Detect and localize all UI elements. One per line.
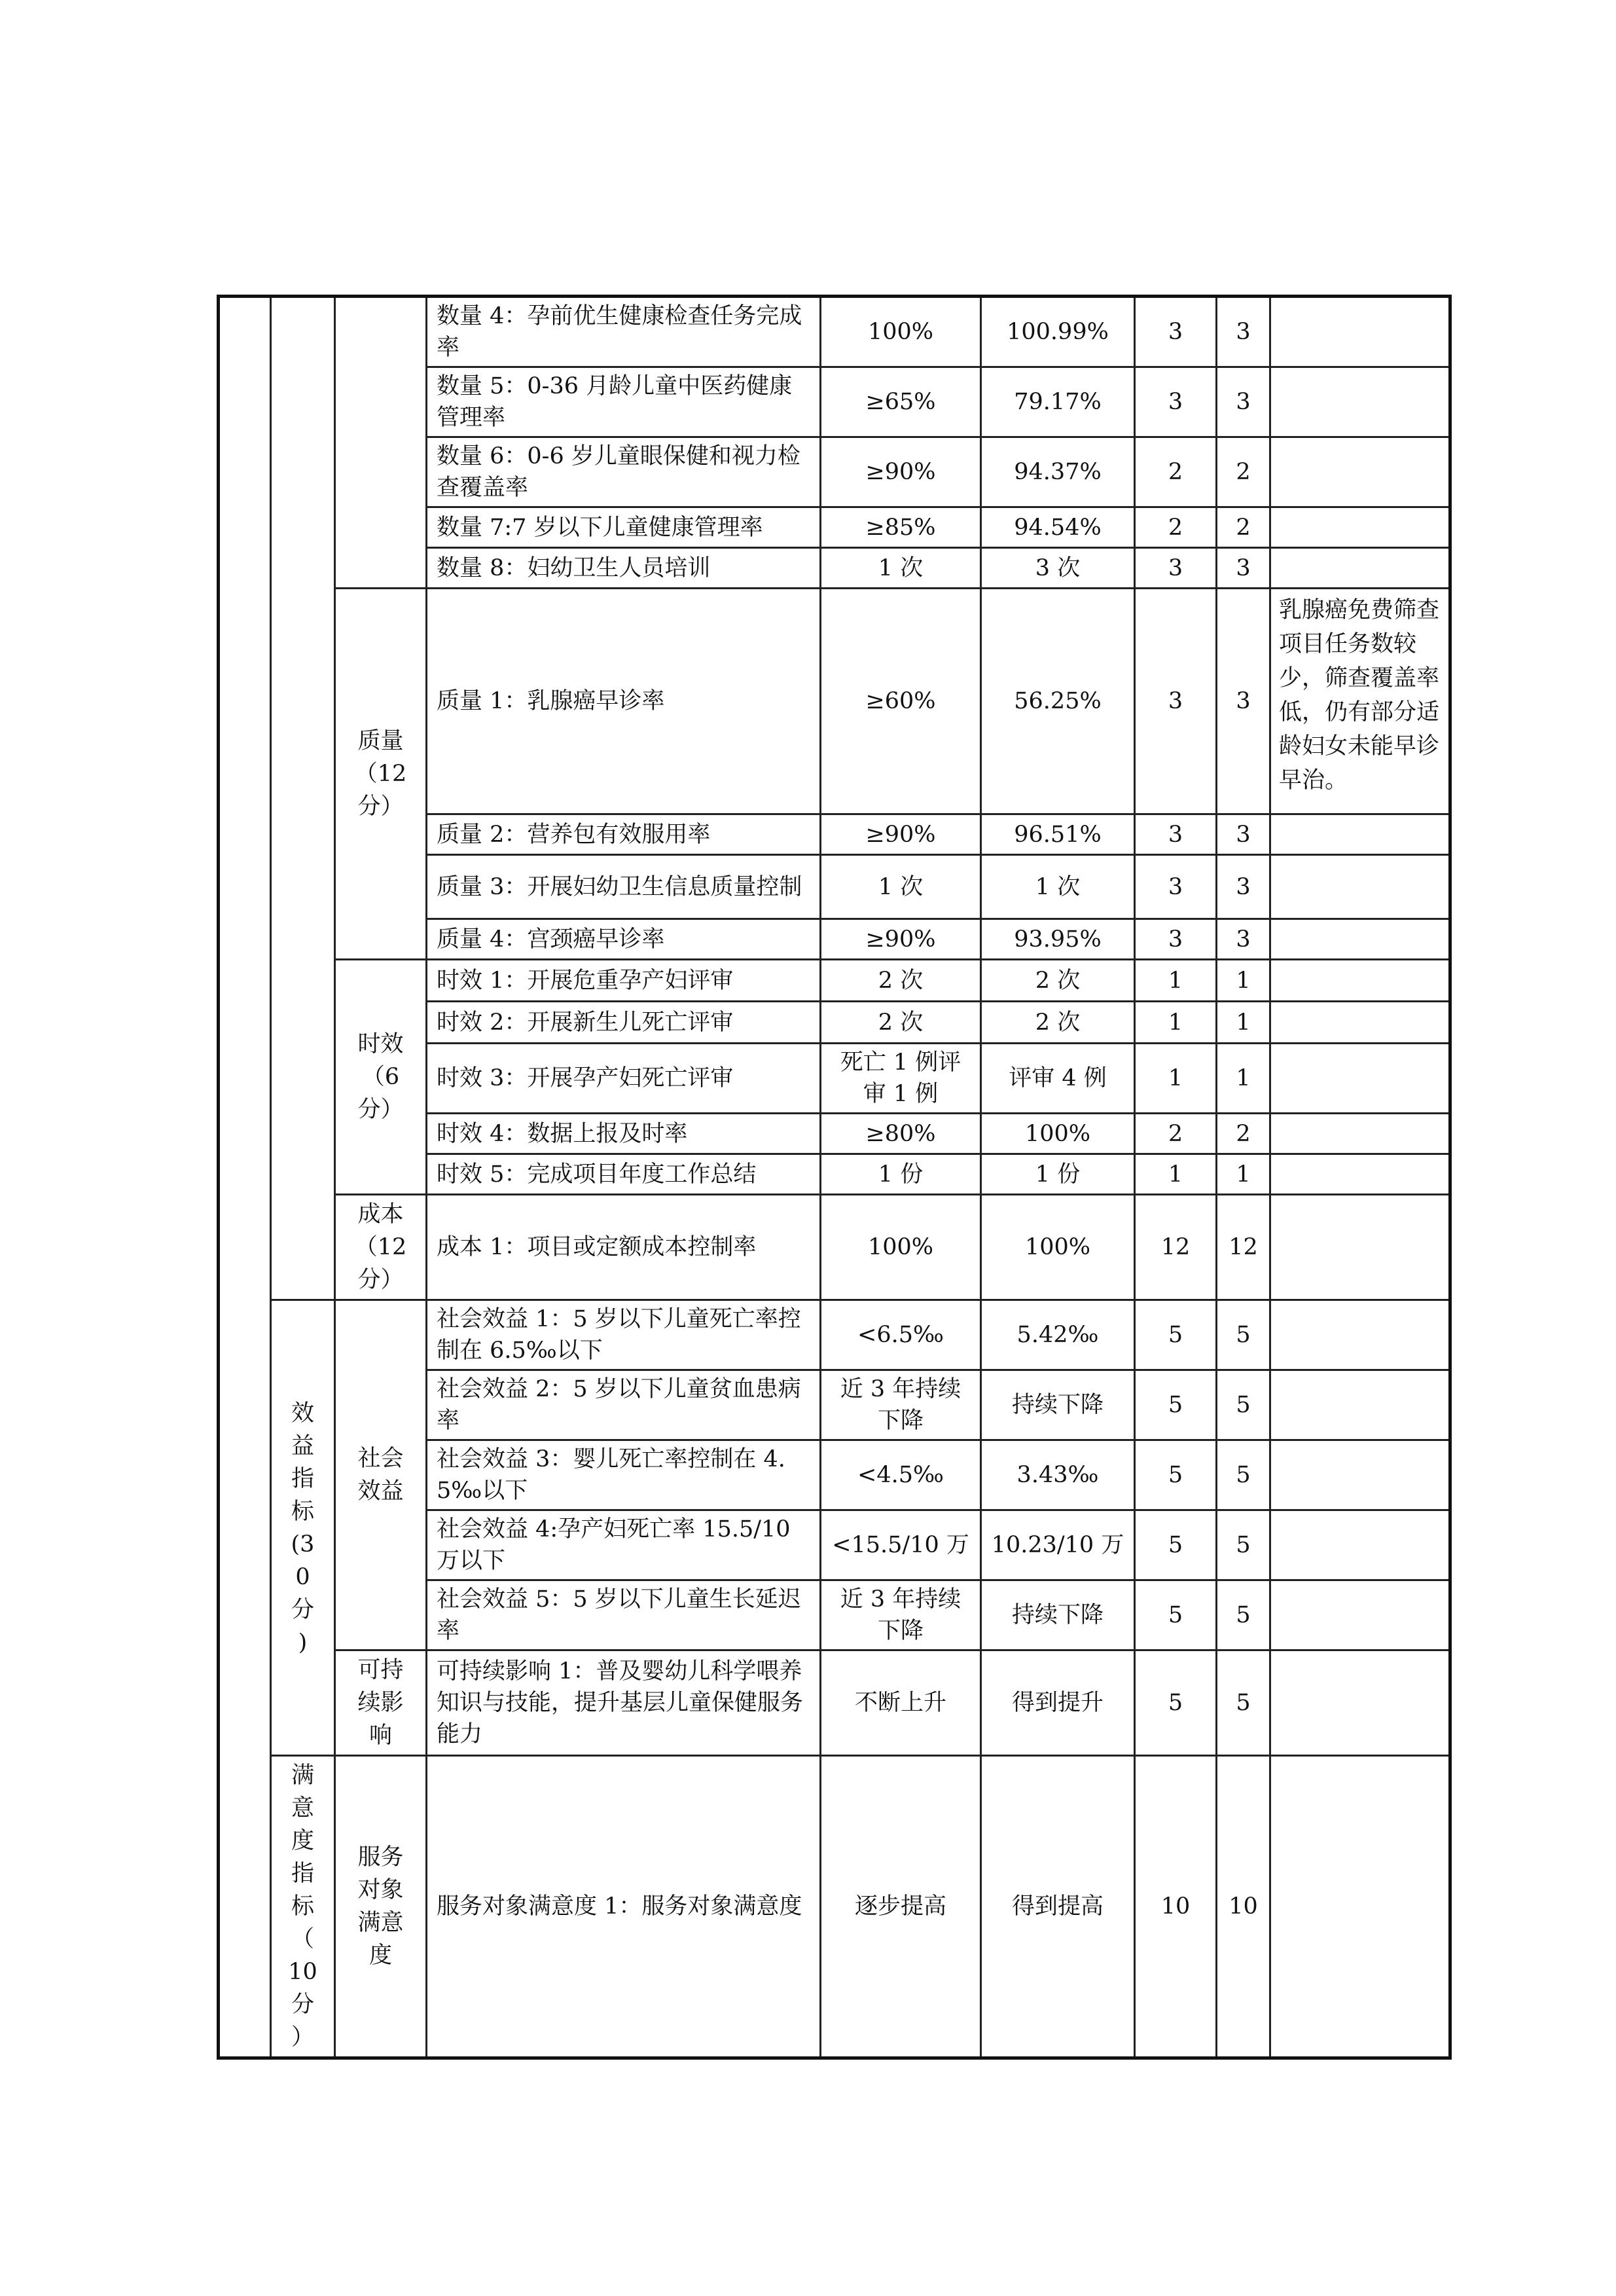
- actual-cell: 得到提升: [981, 1650, 1135, 1756]
- target-cell: ≥90%: [821, 814, 981, 855]
- actual-cell: 10.23/10 万: [981, 1510, 1135, 1580]
- actual-cell: 93.95%: [981, 919, 1135, 960]
- target-cell: 近 3 年持续下降: [821, 1370, 981, 1440]
- indicator-cell: 数量 7:7 岁以下儿童健康管理率: [427, 507, 821, 548]
- indicator-cell: 数量 4：孕前优生健康检查任务完成率: [427, 297, 821, 367]
- note-cell: [1270, 1195, 1450, 1300]
- actual-cell: 1 份: [981, 1154, 1135, 1195]
- score-cell: 5: [1217, 1650, 1270, 1756]
- indicator-cell: 社会效益 5：5 岁以下儿童生长延迟率: [427, 1580, 821, 1650]
- actual-cell: 2 次: [981, 960, 1135, 1002]
- timeliness-label-line: （6: [361, 1064, 400, 1090]
- note-cell: [1270, 1154, 1450, 1195]
- note-cell: [1270, 814, 1450, 855]
- satisfaction-label-char: 标: [291, 1893, 314, 1920]
- level2-social-cell: [335, 1300, 427, 1650]
- target-cell: ≥60%: [821, 589, 981, 814]
- score-cell: 5: [1217, 1580, 1270, 1650]
- score-cell: 2: [1217, 1114, 1270, 1154]
- target-cell: ≥85%: [821, 507, 981, 548]
- table-row: [219, 297, 1450, 367]
- indicator-cell: 数量 5：0-36 月龄儿童中医药健康管理率: [427, 367, 821, 437]
- indicator-cell: 数量 8：妇幼卫生人员培训: [427, 548, 821, 589]
- indicator-cell: 服务对象满意度 1：服务对象满意度: [427, 1756, 821, 2058]
- indicator-cell: 质量 3：开展妇幼卫生信息质量控制: [427, 855, 821, 919]
- table-row: [219, 1195, 1450, 1300]
- level2-quality-cell: [335, 589, 427, 960]
- service-label-line: 度: [368, 1942, 392, 1969]
- score-cell: 3: [1217, 855, 1270, 919]
- weight-cell: 1: [1135, 1002, 1217, 1044]
- actual-cell: 3.43‰: [981, 1440, 1135, 1510]
- weight-cell: 3: [1135, 814, 1217, 855]
- actual-cell: 得到提高: [981, 1756, 1135, 2058]
- note-cell: [1270, 1650, 1450, 1756]
- performance-table: [217, 295, 1452, 2060]
- target-cell: 2 次: [821, 960, 981, 1002]
- social-label-line: 社会: [357, 1446, 404, 1472]
- benefit-label-char: 标: [291, 1498, 314, 1525]
- note-cell: 乳腺癌免费筛查项目任务数较少，筛查覆盖率低，仍有部分适龄妇女未能早诊早治。: [1270, 589, 1450, 814]
- timeliness-label-line: 分）: [357, 1097, 404, 1123]
- score-cell: 2: [1217, 437, 1270, 507]
- weight-cell: 5: [1135, 1300, 1217, 1370]
- weight-cell: 5: [1135, 1510, 1217, 1580]
- weight-cell: 3: [1135, 589, 1217, 814]
- note-cell: [1270, 1440, 1450, 1510]
- satisfaction-label-char: 度: [291, 1828, 314, 1854]
- note-cell: [1270, 919, 1450, 960]
- note-cell: [1270, 367, 1450, 437]
- actual-cell: 评审 4 例: [981, 1044, 1135, 1114]
- target-cell: ≥90%: [821, 919, 981, 960]
- level1-benefit-cell: [271, 1300, 335, 1756]
- target-cell: 1 份: [821, 1154, 981, 1195]
- indicator-cell: 时效 3：开展孕产妇死亡评审: [427, 1044, 821, 1114]
- target-cell: ≥65%: [821, 367, 981, 437]
- satisfaction-label-char: 指: [291, 1861, 314, 1887]
- benefit-label-char: 0: [295, 1563, 310, 1590]
- table-row: [219, 589, 1450, 814]
- actual-cell: 持续下降: [981, 1580, 1135, 1650]
- benefit-label-char: ): [298, 1629, 308, 1656]
- target-cell: 不断上升: [821, 1650, 981, 1756]
- sustain-label-line: 可持: [357, 1657, 404, 1683]
- actual-cell: 100%: [981, 1114, 1135, 1154]
- weight-cell: 2: [1135, 1114, 1217, 1154]
- note-cell: [1270, 548, 1450, 589]
- score-cell: 3: [1217, 548, 1270, 589]
- score-cell: 2: [1217, 507, 1270, 548]
- timeliness-label-line: 时效: [357, 1031, 404, 1057]
- note-cell: [1270, 1114, 1450, 1154]
- weight-cell: 3: [1135, 548, 1217, 589]
- indicator-cell: 社会效益 3：婴儿死亡率控制在 4.5‰以下: [427, 1440, 821, 1510]
- table-row: [219, 960, 1450, 1002]
- score-cell: 1: [1217, 1044, 1270, 1114]
- weight-cell: 1: [1135, 960, 1217, 1002]
- actual-cell: 持续下降: [981, 1370, 1135, 1440]
- actual-cell: 94.37%: [981, 437, 1135, 507]
- note-cell: [1270, 1044, 1450, 1114]
- weight-cell: 3: [1135, 919, 1217, 960]
- note-cell: [1270, 437, 1450, 507]
- satisfaction-label-char: 满: [291, 1762, 314, 1789]
- note-cell: [1270, 1370, 1450, 1440]
- actual-cell: 96.51%: [981, 814, 1135, 855]
- target-cell: 1 次: [821, 855, 981, 919]
- quality-label-line: 分）: [357, 793, 404, 820]
- table-row: [219, 1756, 1450, 2058]
- indicator-cell: 质量 2：营养包有效服用率: [427, 814, 821, 855]
- score-cell: 1: [1217, 1154, 1270, 1195]
- note-cell: [1270, 960, 1450, 1002]
- cost-label-line: 成本: [357, 1201, 404, 1228]
- score-cell: 1: [1217, 1002, 1270, 1044]
- actual-cell: 100%: [981, 1195, 1135, 1300]
- service-label-line: 对象: [357, 1877, 404, 1903]
- cost-label-line: （12: [354, 1234, 407, 1260]
- weight-cell: 3: [1135, 855, 1217, 919]
- weight-cell: 3: [1135, 297, 1217, 367]
- service-label-line: 服务: [357, 1844, 404, 1870]
- social-label-line: 效益: [357, 1478, 404, 1504]
- benefit-label-char: 指: [291, 1465, 314, 1492]
- target-cell: 100%: [821, 297, 981, 367]
- level2-service-cell: [335, 1756, 427, 2058]
- note-cell: [1270, 1580, 1450, 1650]
- actual-cell: 1 次: [981, 855, 1135, 919]
- note-cell: [1270, 297, 1450, 367]
- target-cell: ≥90%: [821, 437, 981, 507]
- target-cell: 逐步提高: [821, 1756, 981, 2058]
- weight-cell: 10: [1135, 1756, 1217, 2058]
- score-cell: 10: [1217, 1756, 1270, 2058]
- target-cell: <4.5‰: [821, 1440, 981, 1510]
- weight-cell: 2: [1135, 507, 1217, 548]
- indicator-cell: 社会效益 4:孕产妇死亡率 15.5/10 万以下: [427, 1510, 821, 1580]
- note-cell: [1270, 1300, 1450, 1370]
- sustain-label-line: 续影: [357, 1690, 404, 1716]
- weight-cell: 5: [1135, 1370, 1217, 1440]
- weight-cell: 1: [1135, 1154, 1217, 1195]
- indicator-cell: 可持续影响 1：普及婴幼儿科学喂养知识与技能，提升基层儿童保健服务能力: [427, 1650, 821, 1756]
- service-label-line: 满意: [357, 1910, 404, 1936]
- target-cell: 100%: [821, 1195, 981, 1300]
- benefit-label-char: 效: [291, 1400, 314, 1427]
- score-cell: 5: [1217, 1510, 1270, 1580]
- target-cell: <15.5/10 万: [821, 1510, 981, 1580]
- actual-cell: 79.17%: [981, 367, 1135, 437]
- weight-cell: 3: [1135, 367, 1217, 437]
- score-cell: 12: [1217, 1195, 1270, 1300]
- actual-cell: 94.54%: [981, 507, 1135, 548]
- score-cell: 3: [1217, 814, 1270, 855]
- note-cell: [1270, 1756, 1450, 2058]
- table-row: [219, 1300, 1450, 1370]
- table-row: [219, 1650, 1450, 1756]
- note-cell: [1270, 507, 1450, 548]
- quality-label-line: 质量: [357, 728, 404, 754]
- satisfaction-label-char: （: [291, 1926, 314, 1952]
- weight-cell: 12: [1135, 1195, 1217, 1300]
- indicator-cell: 时效 2：开展新生儿死亡评审: [427, 1002, 821, 1044]
- score-cell: 5: [1217, 1370, 1270, 1440]
- weight-cell: 5: [1135, 1580, 1217, 1650]
- indicator-cell: 社会效益 2：5 岁以下儿童贫血患病率: [427, 1370, 821, 1440]
- actual-cell: 100.99%: [981, 297, 1135, 367]
- indicator-cell: 时效 4：数据上报及时率: [427, 1114, 821, 1154]
- target-cell: ≥80%: [821, 1114, 981, 1154]
- actual-cell: 2 次: [981, 1002, 1135, 1044]
- benefit-label-char: (3: [291, 1531, 315, 1558]
- level2-sustain-cell: [335, 1650, 427, 1756]
- indicator-cell: 社会效益 1：5 岁以下儿童死亡率控制在 6.5‰以下: [427, 1300, 821, 1370]
- quality-label-line: （12: [354, 761, 407, 787]
- target-cell: <6.5‰: [821, 1300, 981, 1370]
- score-cell: 3: [1217, 367, 1270, 437]
- actual-cell: 3 次: [981, 548, 1135, 589]
- level2-timeliness-cell: [335, 960, 427, 1195]
- level2-cost-cell: [335, 1195, 427, 1300]
- level1-satisfaction-cell: [271, 1756, 335, 2058]
- target-cell: 1 次: [821, 548, 981, 589]
- score-cell: 3: [1217, 297, 1270, 367]
- benefit-label-char: 益: [291, 1432, 314, 1459]
- note-cell: [1270, 1510, 1450, 1580]
- score-cell: 3: [1217, 589, 1270, 814]
- weight-cell: 2: [1135, 437, 1217, 507]
- satisfaction-label-char: 10: [288, 1959, 317, 1985]
- indicator-cell: 时效 5：完成项目年度工作总结: [427, 1154, 821, 1195]
- satisfaction-label-char: ）: [291, 2024, 314, 2050]
- satisfaction-label-char: 意: [291, 1795, 314, 1821]
- weight-cell: 5: [1135, 1440, 1217, 1510]
- target-cell: 近 3 年持续下降: [821, 1580, 981, 1650]
- weight-cell: 5: [1135, 1650, 1217, 1756]
- cost-label-line: 分）: [357, 1267, 404, 1293]
- score-cell: 1: [1217, 960, 1270, 1002]
- score-cell: 5: [1217, 1440, 1270, 1510]
- target-cell: 死亡 1 例评审 1 例: [821, 1044, 981, 1114]
- target-cell: 2 次: [821, 1002, 981, 1044]
- indicator-cell: 质量 1：乳腺癌早诊率: [427, 589, 821, 814]
- sustain-label-line: 响: [368, 1722, 392, 1749]
- indicator-cell: 时效 1：开展危重孕产妇评审: [427, 960, 821, 1002]
- indicator-cell: 成本 1：项目或定额成本控制率: [427, 1195, 821, 1300]
- score-cell: 3: [1217, 919, 1270, 960]
- indicator-cell: 质量 4：宫颈癌早诊率: [427, 919, 821, 960]
- level1-output-cell: [271, 297, 335, 1300]
- score-cell: 5: [1217, 1300, 1270, 1370]
- actual-cell: 5.42‰: [981, 1300, 1135, 1370]
- level0-cell: [219, 297, 271, 2058]
- note-cell: [1270, 1002, 1450, 1044]
- benefit-label-char: 分: [291, 1596, 314, 1623]
- weight-cell: 1: [1135, 1044, 1217, 1114]
- note-cell: [1270, 855, 1450, 919]
- actual-cell: 56.25%: [981, 589, 1135, 814]
- level2-quantity-cell: [335, 297, 427, 589]
- satisfaction-label-char: 分: [291, 1992, 314, 2018]
- indicator-cell: 数量 6：0-6 岁儿童眼保健和视力检查覆盖率: [427, 437, 821, 507]
